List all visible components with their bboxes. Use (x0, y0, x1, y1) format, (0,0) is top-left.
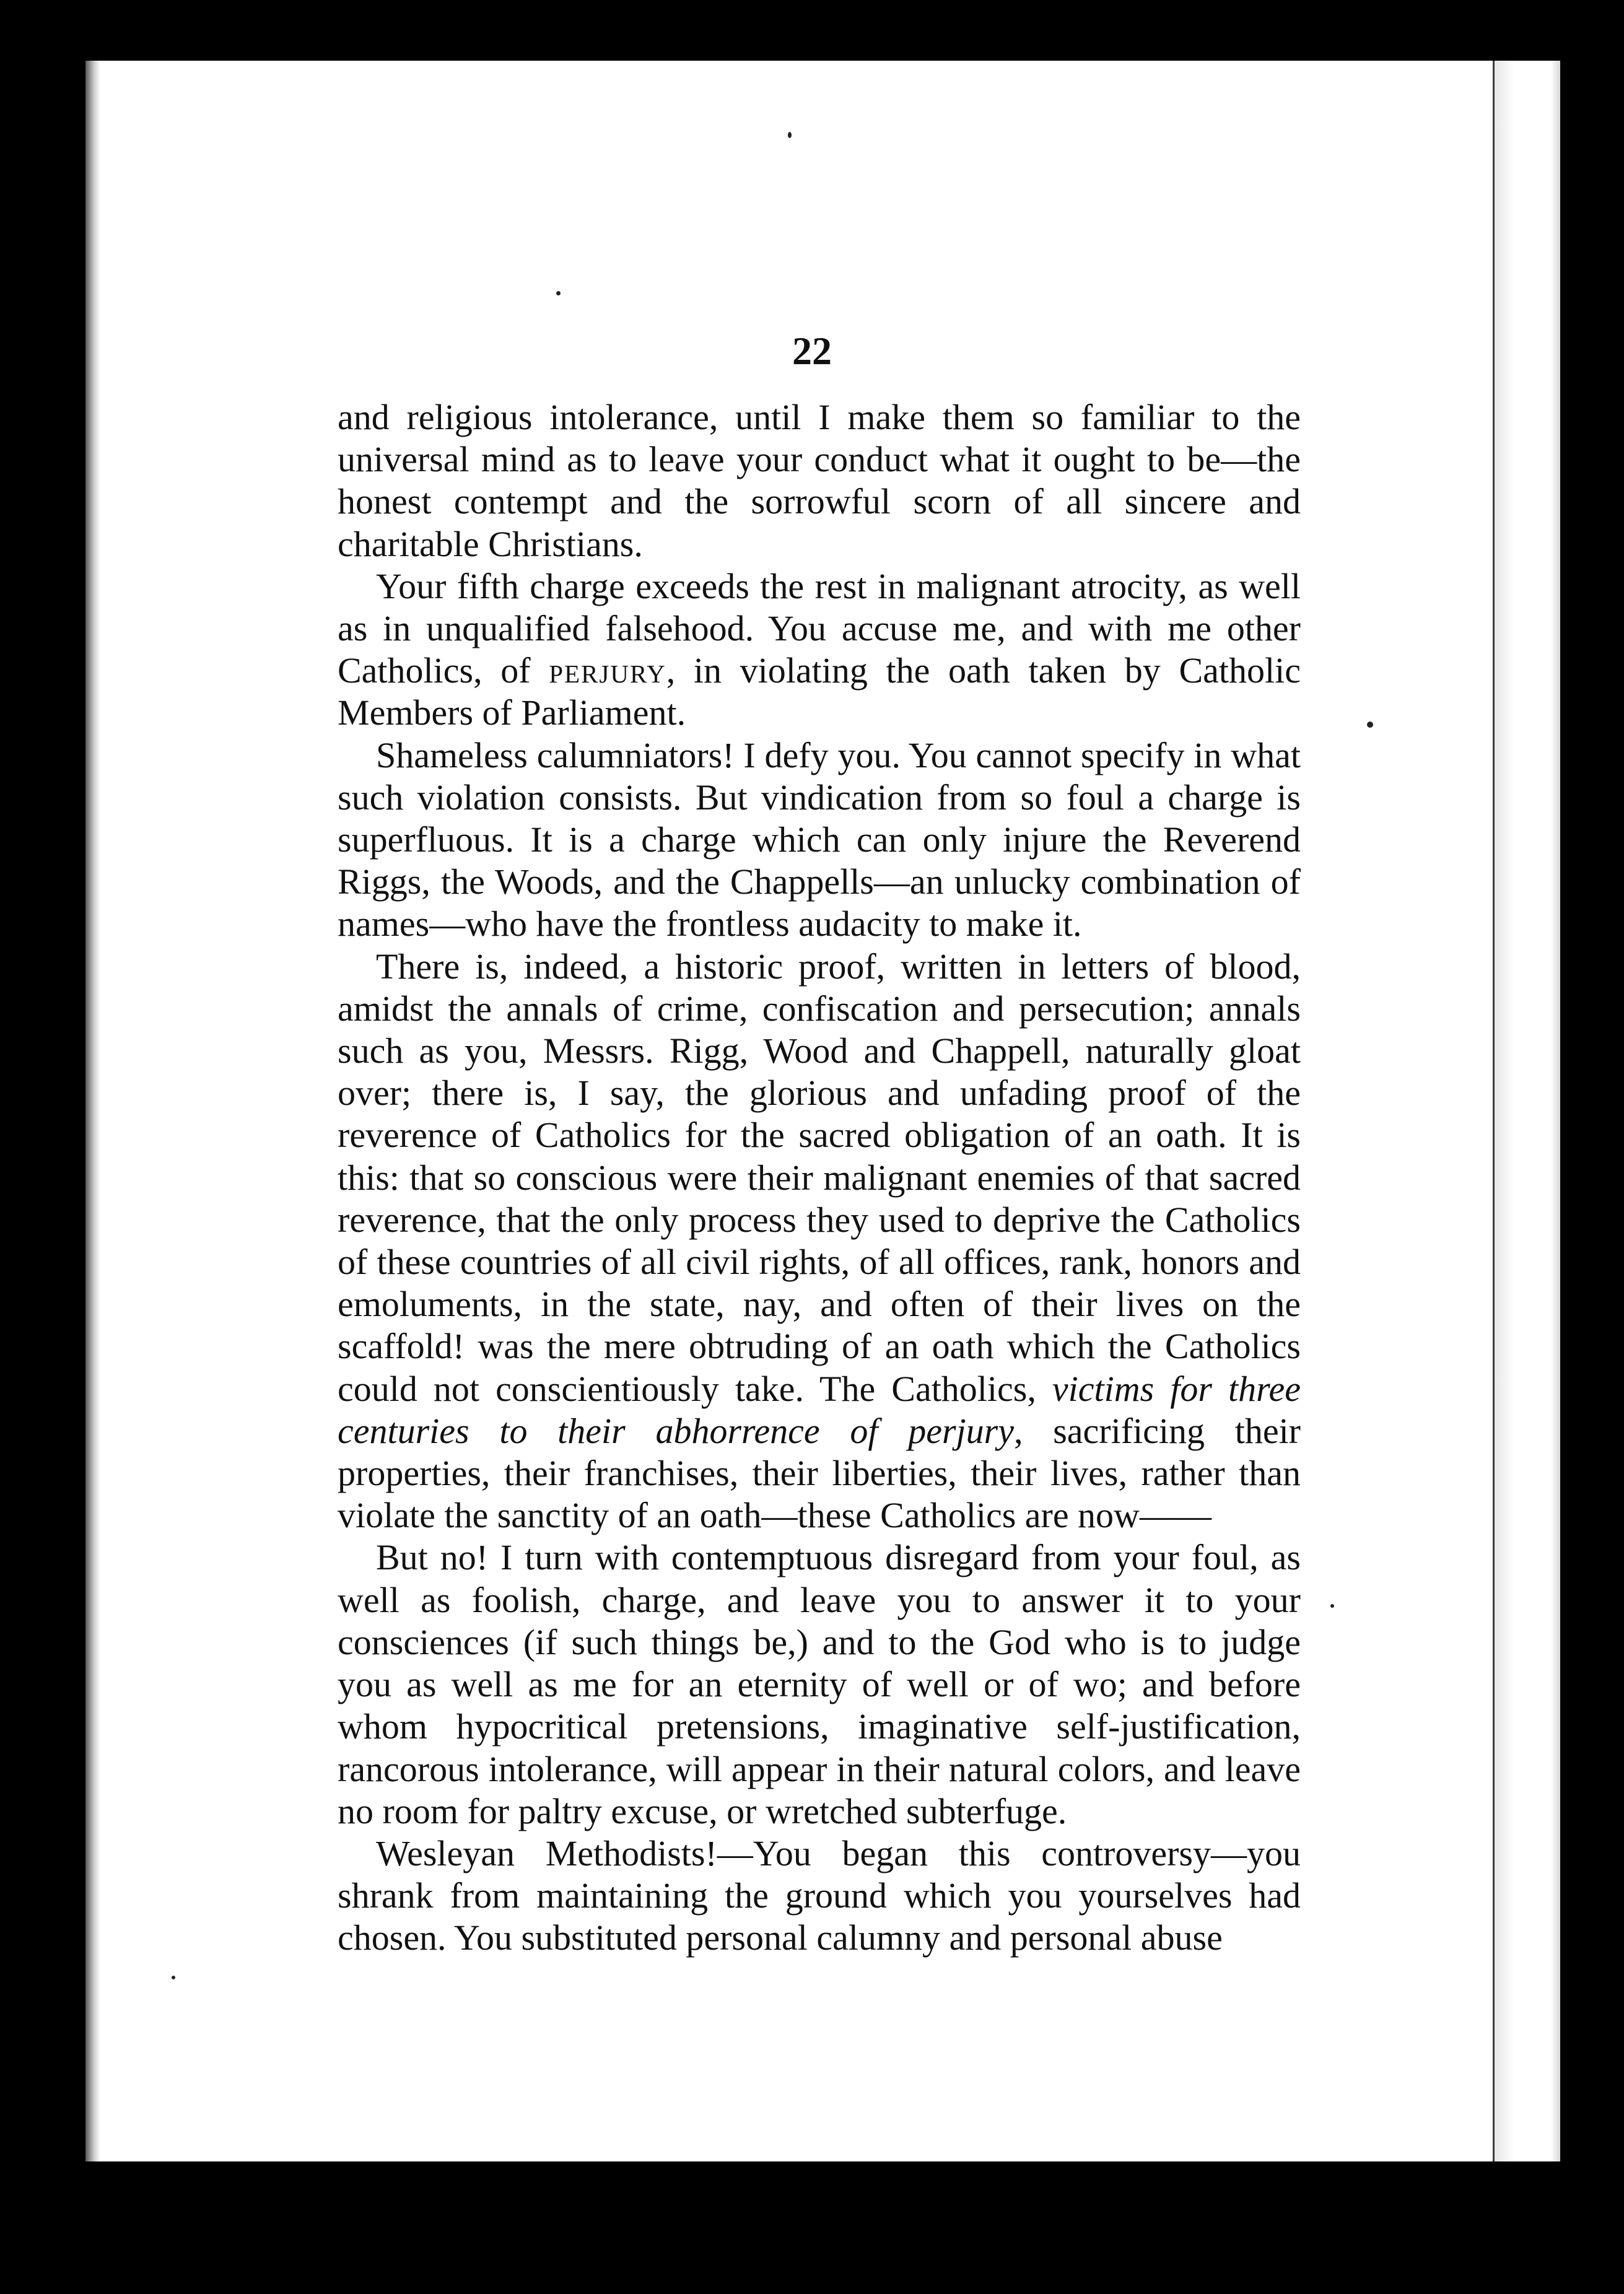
print-speck (788, 132, 792, 138)
text-run: Shameless calumniators! I defy you. You cannot specify in what such violation consists. But vindication from so foul a charge is superfluous. It is a charge which can only injure the Reverend Riggs, the Woods, and the Chappells—an unlucky combination of names—who have the frontless audacity to make it. (338, 735, 1301, 944)
print-speck (1330, 1604, 1334, 1608)
text-run: There is, indeed, a historic proof, written in letters of blood, amidst the annals of crime, confiscation and persecution; annals such as you, Messrs. Rigg, Wood and Chappell, naturally gloat over; there is, I say, the glorious and unfading proof of the reverence of Catholics for the sacred obligation of an oath. It is this: that so conscious were their malignant enemies of that sacred reverence, that the only process they used to deprive the Catholics of these countries of all civil rights, of all offices, rank, honors and emoluments, in the state, nay, and often of their lives on the scaffold! was the mere obtruding of an oath which the Catholics could not conscientiously take. The Catholics, (338, 946, 1301, 1409)
italic-text: victims for three centuries to their abhorrence of perjury (338, 1368, 1301, 1451)
paragraph (338, 946, 1301, 1537)
text-run: Your fifth charge exceeds the rest in malignant atrocity, as well as in unqualified falsehood. You accuse me, and with me other Catholics, of (338, 565, 1301, 691)
text-run: Wesleyan Methodists!—You began this controversy—you shrank from maintaining the ground which you yourselves had chosen. You substituted personal calumny and personal abuse (338, 1833, 1301, 1958)
next-page-edge (1493, 61, 1560, 2161)
paragraph (338, 735, 1301, 946)
paragraph (338, 1833, 1301, 1960)
paragraph (338, 565, 1301, 735)
text-run: and religious intolerance, until I make them so familiar to the universal mind as to leave your conduct what it ought to be—the honest contempt and the sorrowful scorn of all sincere and charitable Christians. (338, 397, 1301, 564)
page-body-text (338, 396, 1301, 1960)
text-run: But no! I turn with contemptuous disregard from your foul, as well as foolish, charge, and leave you to answer it to your consciences (if such things be,) and to the God who is to judge you as well as me for an eternity of well or of wo; and before whom hypocritical pretensions, imaginative self-justification, rancorous intolerance, will appear in their natural colors, and leave no room for paltry excuse, or wretched subterfuge. (338, 1537, 1301, 1831)
text-run: , sacrificing their properties, their franchises, their liberties, their lives, rather than violate the sanctity of an oath—these Catholics are now—— (338, 1410, 1301, 1536)
text-run: , in violating the oath taken by Catholic Members of Parliament. (338, 650, 1301, 733)
print-speck (1367, 722, 1373, 728)
page-number: 22 (792, 329, 832, 373)
print-speck (556, 291, 561, 295)
print-speck (172, 1976, 175, 1979)
paragraph (338, 1537, 1301, 1832)
small-caps-text: perjury (549, 650, 666, 691)
binding-shadow (85, 61, 100, 2161)
paragraph (338, 396, 1301, 565)
